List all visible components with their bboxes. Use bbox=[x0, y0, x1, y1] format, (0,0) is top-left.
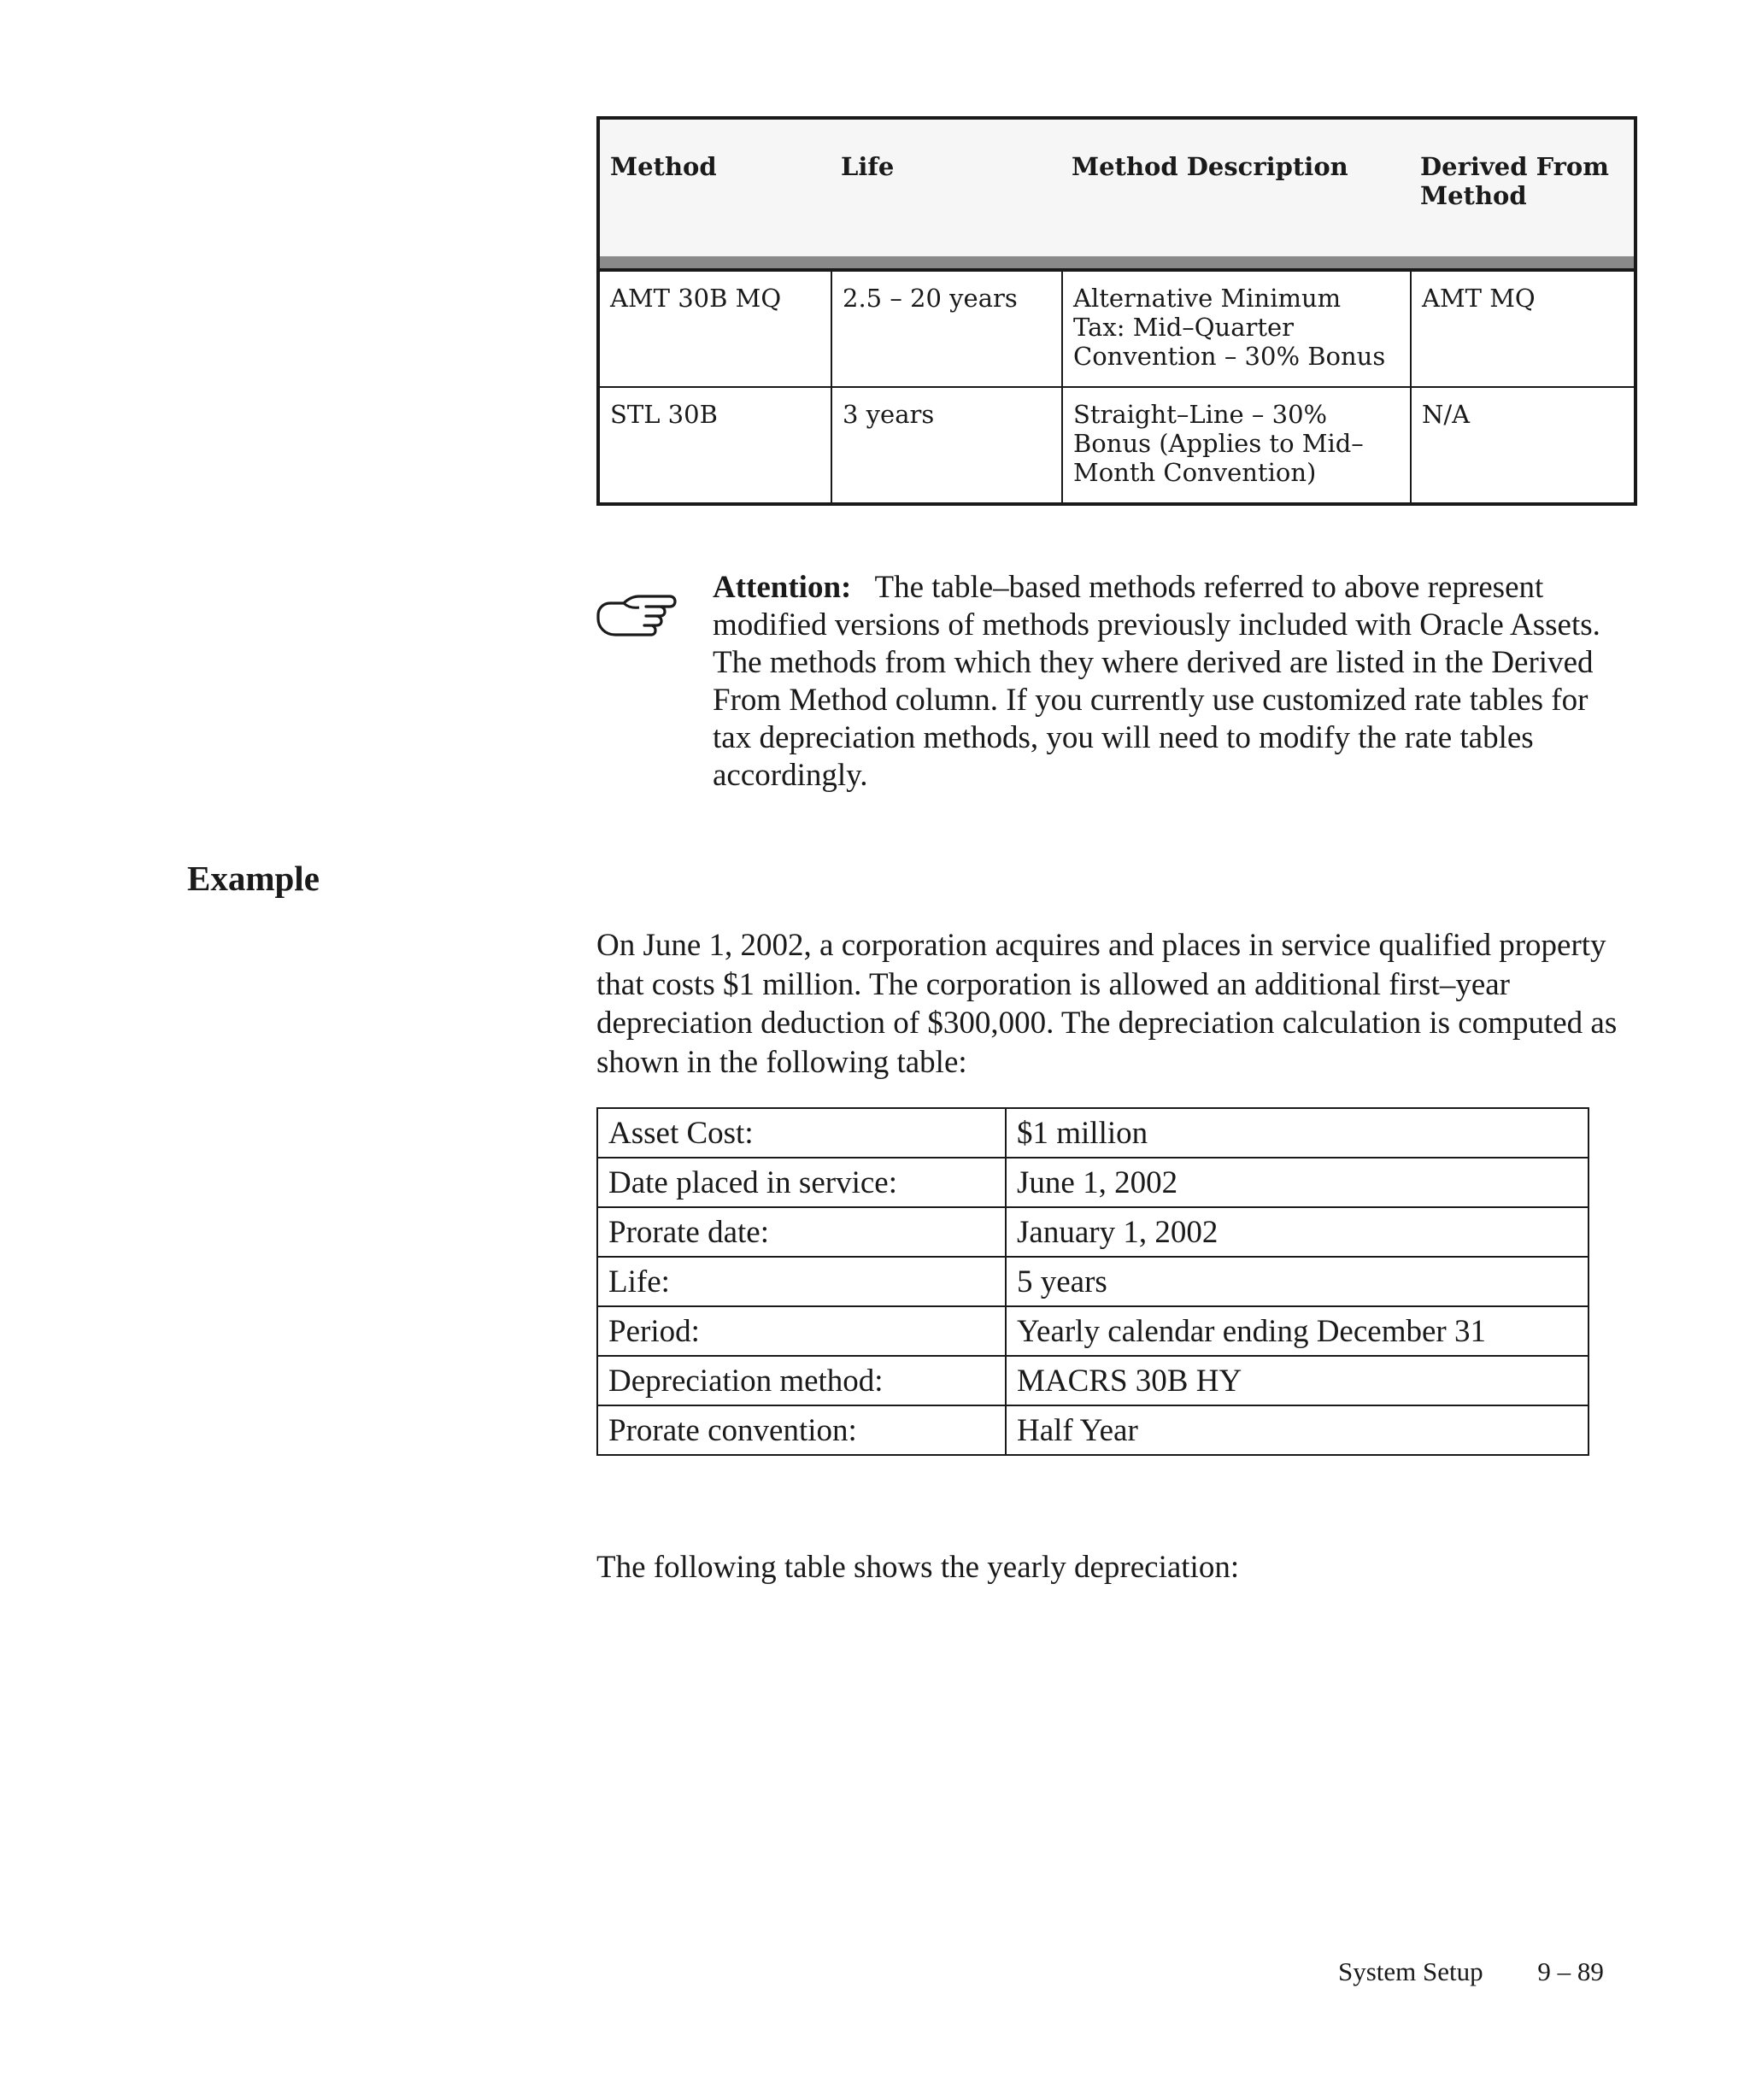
page-footer bbox=[1338, 1956, 1604, 1987]
row-value: Yearly calendar ending December 31 bbox=[1006, 1306, 1589, 1356]
cell-life: 2.5 – 20 years bbox=[831, 272, 1061, 386]
cell-description: Straight–Line – 30% Bonus (Applies to Mid–Month Convention) bbox=[1061, 388, 1410, 502]
row-value: Half Year bbox=[1006, 1405, 1589, 1455]
header-life: Life bbox=[841, 152, 895, 181]
row-label: Depreciation method: bbox=[597, 1356, 1006, 1405]
pointing-hand-icon bbox=[595, 590, 677, 641]
attention-note bbox=[713, 569, 1618, 795]
cell-life: 3 years bbox=[831, 388, 1061, 502]
row-value: June 1, 2002 bbox=[1006, 1158, 1589, 1207]
table-row bbox=[600, 268, 1634, 386]
example-intro-paragraph: On June 1, 2002, a corporation acquires and places in service qualified property that costs $1 million. The corporation is allowed an additional first–year depreciation deduction of $300,000. The depreciation calculation is computed as shown in the following table: bbox=[596, 928, 1618, 1080]
table-row bbox=[597, 1356, 1589, 1405]
header-derived-from-method: Derived From Method bbox=[1420, 152, 1609, 210]
table-row bbox=[597, 1158, 1589, 1207]
row-label: Life: bbox=[597, 1257, 1006, 1306]
table-row bbox=[597, 1306, 1589, 1356]
example-outro-paragraph: The following table shows the yearly depreciation: bbox=[596, 1550, 1240, 1585]
footer-page-number: 9 – 89 bbox=[1537, 1956, 1604, 1986]
row-value: 5 years bbox=[1006, 1257, 1589, 1306]
row-value: January 1, 2002 bbox=[1006, 1207, 1589, 1257]
cell-method: AMT 30B MQ bbox=[610, 284, 782, 313]
methods-table bbox=[596, 116, 1637, 506]
row-label: Date placed in service: bbox=[597, 1158, 1006, 1207]
table-row bbox=[597, 1108, 1589, 1158]
cell-description: Alternative Minimum Tax: Mid–Quarter Convention – 30% Bonus bbox=[1061, 272, 1410, 386]
row-label: Prorate convention: bbox=[597, 1405, 1006, 1455]
attention-text: The table–based methods referred to above represent modified versions of methods previously included with Oracle Assets. The methods from which they where derived are listed in the Derived From Method column. If you currently use customized rate tables for tax depreciation methods, you will need to modify the rate tables accordingly. bbox=[713, 570, 1600, 793]
methods-table-header bbox=[600, 120, 1634, 268]
row-label: Prorate date: bbox=[597, 1207, 1006, 1257]
cell-derived-from: N/A bbox=[1410, 388, 1634, 502]
row-label: Asset Cost: bbox=[597, 1108, 1006, 1158]
cell-method: STL 30B bbox=[610, 400, 718, 429]
table-row bbox=[600, 386, 1634, 502]
row-value: $1 million bbox=[1006, 1108, 1589, 1158]
table-row bbox=[597, 1207, 1589, 1257]
row-label: Period: bbox=[597, 1306, 1006, 1356]
row-value: MACRS 30B HY bbox=[1006, 1356, 1589, 1405]
header-method: Method bbox=[610, 152, 717, 181]
footer-section: System Setup bbox=[1338, 1956, 1483, 1986]
header-method-description: Method Description bbox=[1072, 152, 1348, 181]
cell-derived-from: AMT MQ bbox=[1410, 272, 1634, 386]
section-heading-example: Example bbox=[187, 859, 320, 898]
table-row bbox=[597, 1257, 1589, 1306]
example-table bbox=[596, 1107, 1589, 1456]
table-row bbox=[597, 1405, 1589, 1455]
attention-label: Attention: bbox=[713, 570, 852, 605]
